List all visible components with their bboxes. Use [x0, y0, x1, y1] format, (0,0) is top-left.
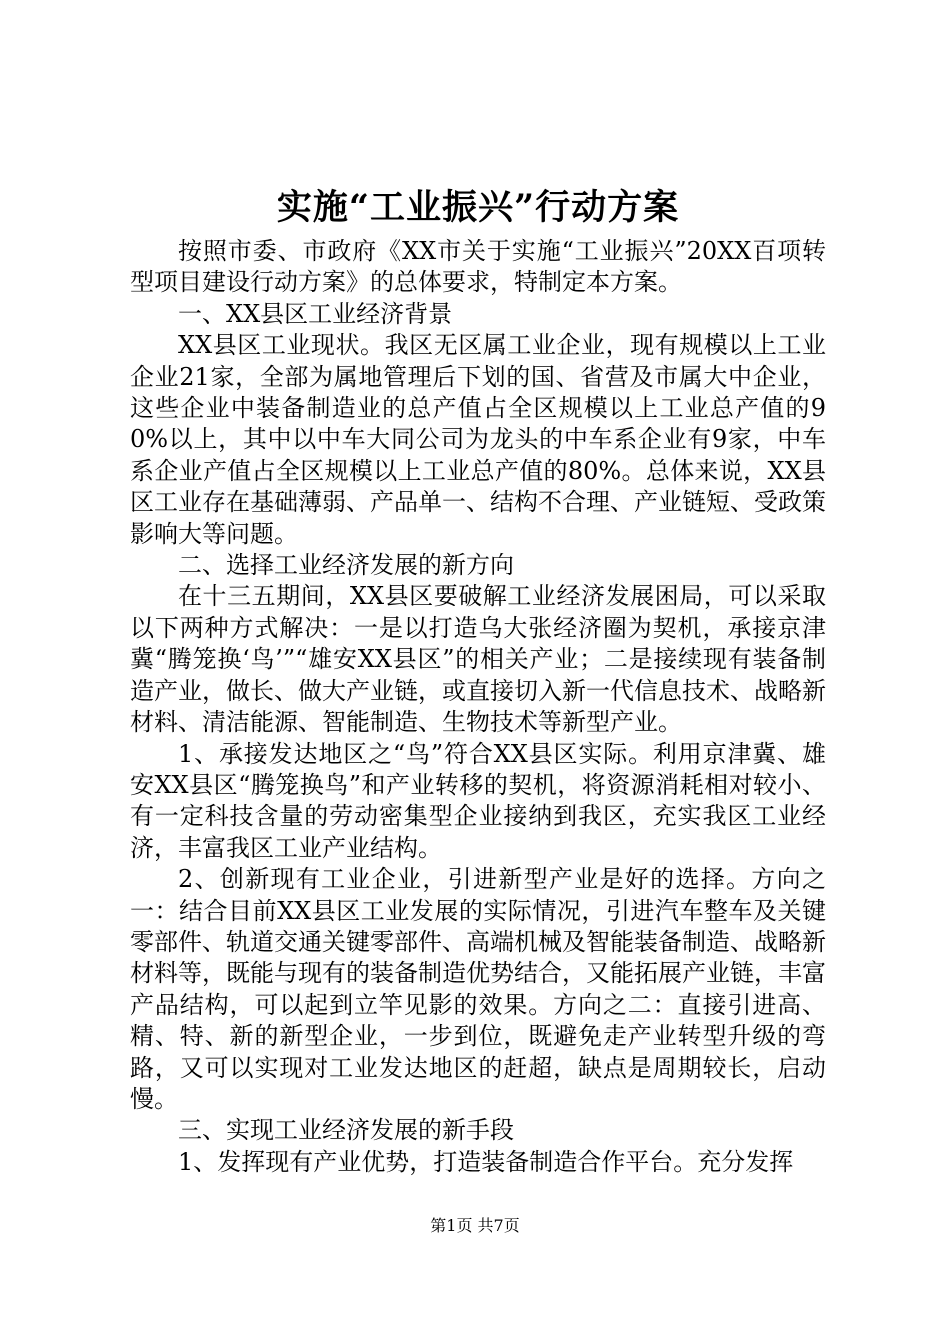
heading-section-3: 三、实现工业经济发展的新手段: [178, 1116, 514, 1145]
paragraph-intro: 按照市委、市政府《XX市关于实施“工业振兴”20XX百项转型项目建设行动方案》的总体要求，特制定本方案。: [130, 237, 826, 297]
page-indicator: 第1页 共7页: [430, 1216, 520, 1235]
heading-section-1: 一、XX县区工业经济背景: [178, 299, 453, 328]
paragraph-new-direction: 在十三五期间，XX县区要破解工业经济发展困局，可以采取以下两种方式解决：一是以打造乌大张经济圈为契机，承接京津冀“腾笼换‘鸟’”“雄安XX县区”的相关产业；二是接续现有装备制造产业，做长、做大产业链，或直接切入新一代信息技术、战略新材料、清洁能源、智能制造、生物技术等新型产业。: [130, 582, 826, 737]
paragraph-point-2: 2、创新现有工业企业，引进新型产业是好的选择。方向之一：结合目前XX县区工业发展的实际情况，引进汽车整车及关键零部件、轨道交通关键零部件、高端机械及智能装备制造、战略新材料等，既能与现有的装备制造优势结合，又能拓展产业链，丰富产品结构，可以起到立竿见影的效果。方向之二：直接引进高、精、特、新的新型企业，一步到位，既避免走产业转型升级的弯路，又可以实现对工业发达地区的赶超，缺点是周期较长，启动慢。: [130, 865, 826, 1113]
document-page: [130, 182, 826, 1178]
document-title: 实施“工业振兴”行动方案: [276, 187, 680, 228]
paragraph-industry-status: XX县区工业现状。我区无区属工业企业，现有规模以上工业企业21家，全部为属地管理后下划的国、省营及市属大中企业，这些企业中装备制造业的总产值占全区规模以上工业总产值的90%以上，其中以中车大同公司为龙头的中车系企业有9家，中车系企业产值占全区规模以上工业总产值的80%。总体来说，XX县区工业存在基础薄弱、产品单一、结构不合理、产业链短、受政策影响大等问题。: [130, 331, 826, 548]
paragraph-point-1: 1、承接发达地区之“鸟”符合XX县区实际。利用京津冀、雄安XX县区“腾笼换鸟”和产业转移的契机，将资源消耗相对较小、有一定科技含量的劳动密集型企业接纳到我区，充实我区工业经济，丰富我区工业产业结构。: [130, 739, 826, 862]
paragraph-platform: 1、发挥现有产业优势，打造装备制造合作平台。充分发挥: [178, 1147, 794, 1176]
heading-section-2: 二、选择工业经济发展的新方向: [178, 551, 514, 580]
